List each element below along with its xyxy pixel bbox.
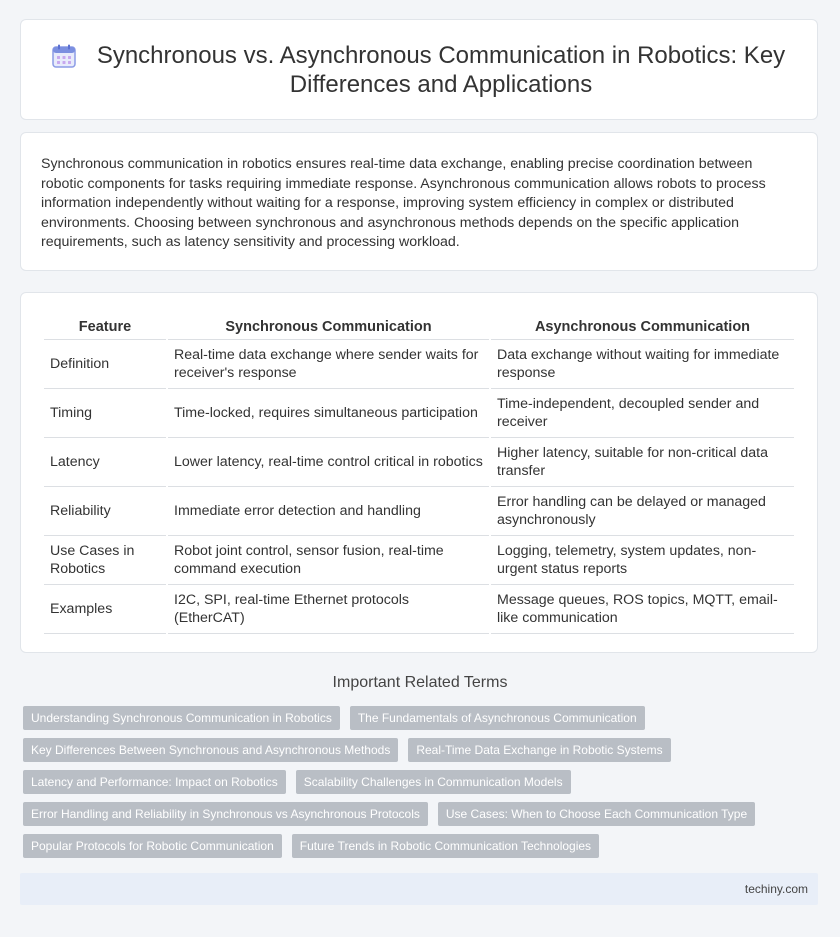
intro-card (20, 132, 818, 271)
synchronous-cell: Real-time data exchange where sender waits for receiver's response (168, 340, 489, 389)
footer (20, 873, 818, 905)
comparison-table (42, 313, 796, 634)
table-row (44, 487, 794, 536)
related-term-tag[interactable]: Understanding Synchronous Communication in Robotics (23, 706, 340, 730)
table-row (44, 389, 794, 438)
related-terms-heading: Important Related Terms (332, 674, 508, 691)
related-term-tag[interactable]: Error Handling and Reliability in Synchronous vs Asynchronous Protocols (23, 802, 428, 826)
asynchronous-cell: Message queues, ROS topics, MQTT, email-like communication (491, 585, 794, 634)
feature-cell: Definition (44, 340, 166, 389)
related-term-tag[interactable]: Future Trends in Robotic Communication Technologies (292, 834, 599, 858)
feature-cell: Use Cases in Robotics (44, 536, 166, 585)
asynchronous-cell: Data exchange without waiting for immediate response (491, 340, 794, 389)
synchronous-cell: Lower latency, real-time control critical in robotics (168, 438, 489, 487)
synchronous-cell: Time-locked, requires simultaneous participation (168, 389, 489, 438)
feature-cell: Examples (44, 585, 166, 634)
feature-cell: Timing (44, 389, 166, 438)
asynchronous-cell: Error handling can be delayed or managed asynchronously (491, 487, 794, 536)
table-row (44, 536, 794, 585)
column-header-asynchronous: Asynchronous Communication (491, 313, 794, 340)
calendar-icon (51, 43, 77, 69)
column-header-synchronous: Synchronous Communication (168, 313, 489, 340)
related-term-tag[interactable]: Scalability Challenges in Communication Models (296, 770, 571, 794)
synchronous-cell: I2C, SPI, real-time Ethernet protocols (EtherCAT) (168, 585, 489, 634)
page-title: Synchronous vs. Asynchronous Communication in Robotics: Key Differences and Applications (96, 41, 786, 98)
synchronous-cell: Immediate error detection and handling (168, 487, 489, 536)
related-term-tag[interactable]: Popular Protocols for Robotic Communication (23, 834, 282, 858)
footer-site-link[interactable]: techiny.com (744, 882, 808, 896)
related-term-tag[interactable]: Use Cases: When to Choose Each Communication Type (438, 802, 755, 826)
related-term-tag[interactable]: Real-Time Data Exchange in Robotic Systems (408, 738, 670, 762)
related-terms-list (23, 706, 803, 866)
comparison-table-card (20, 292, 818, 653)
related-term-tag[interactable]: Key Differences Between Synchronous and Asynchronous Methods (23, 738, 398, 762)
asynchronous-cell: Logging, telemetry, system updates, non-urgent status reports (491, 536, 794, 585)
feature-cell: Reliability (44, 487, 166, 536)
synchronous-cell: Robot joint control, sensor fusion, real-time command execution (168, 536, 489, 585)
feature-cell: Latency (44, 438, 166, 487)
table-row (44, 340, 794, 389)
asynchronous-cell: Higher latency, suitable for non-critical data transfer (491, 438, 794, 487)
table-row (44, 585, 794, 634)
table-row (44, 438, 794, 487)
intro-paragraph: Synchronous communication in robotics ensures real-time data exchange, enabling precise coordination between robotic components for tasks requiring immediate response. Asynchronous communication allows robots to process information independently without waiting for a response, improving system efficiency in complex or distributed environments. Choosing between synchronous and asynchronous methods depends on the specific application requirements, such as latency sensitivity and processing workload. (41, 156, 766, 251)
related-term-tag[interactable]: The Fundamentals of Asynchronous Communication (350, 706, 645, 730)
table-header-row (44, 313, 794, 340)
related-term-tag[interactable]: Latency and Performance: Impact on Robotics (23, 770, 286, 794)
asynchronous-cell: Time-independent, decoupled sender and receiver (491, 389, 794, 438)
title-card (20, 19, 818, 120)
column-header-feature: Feature (44, 313, 166, 340)
